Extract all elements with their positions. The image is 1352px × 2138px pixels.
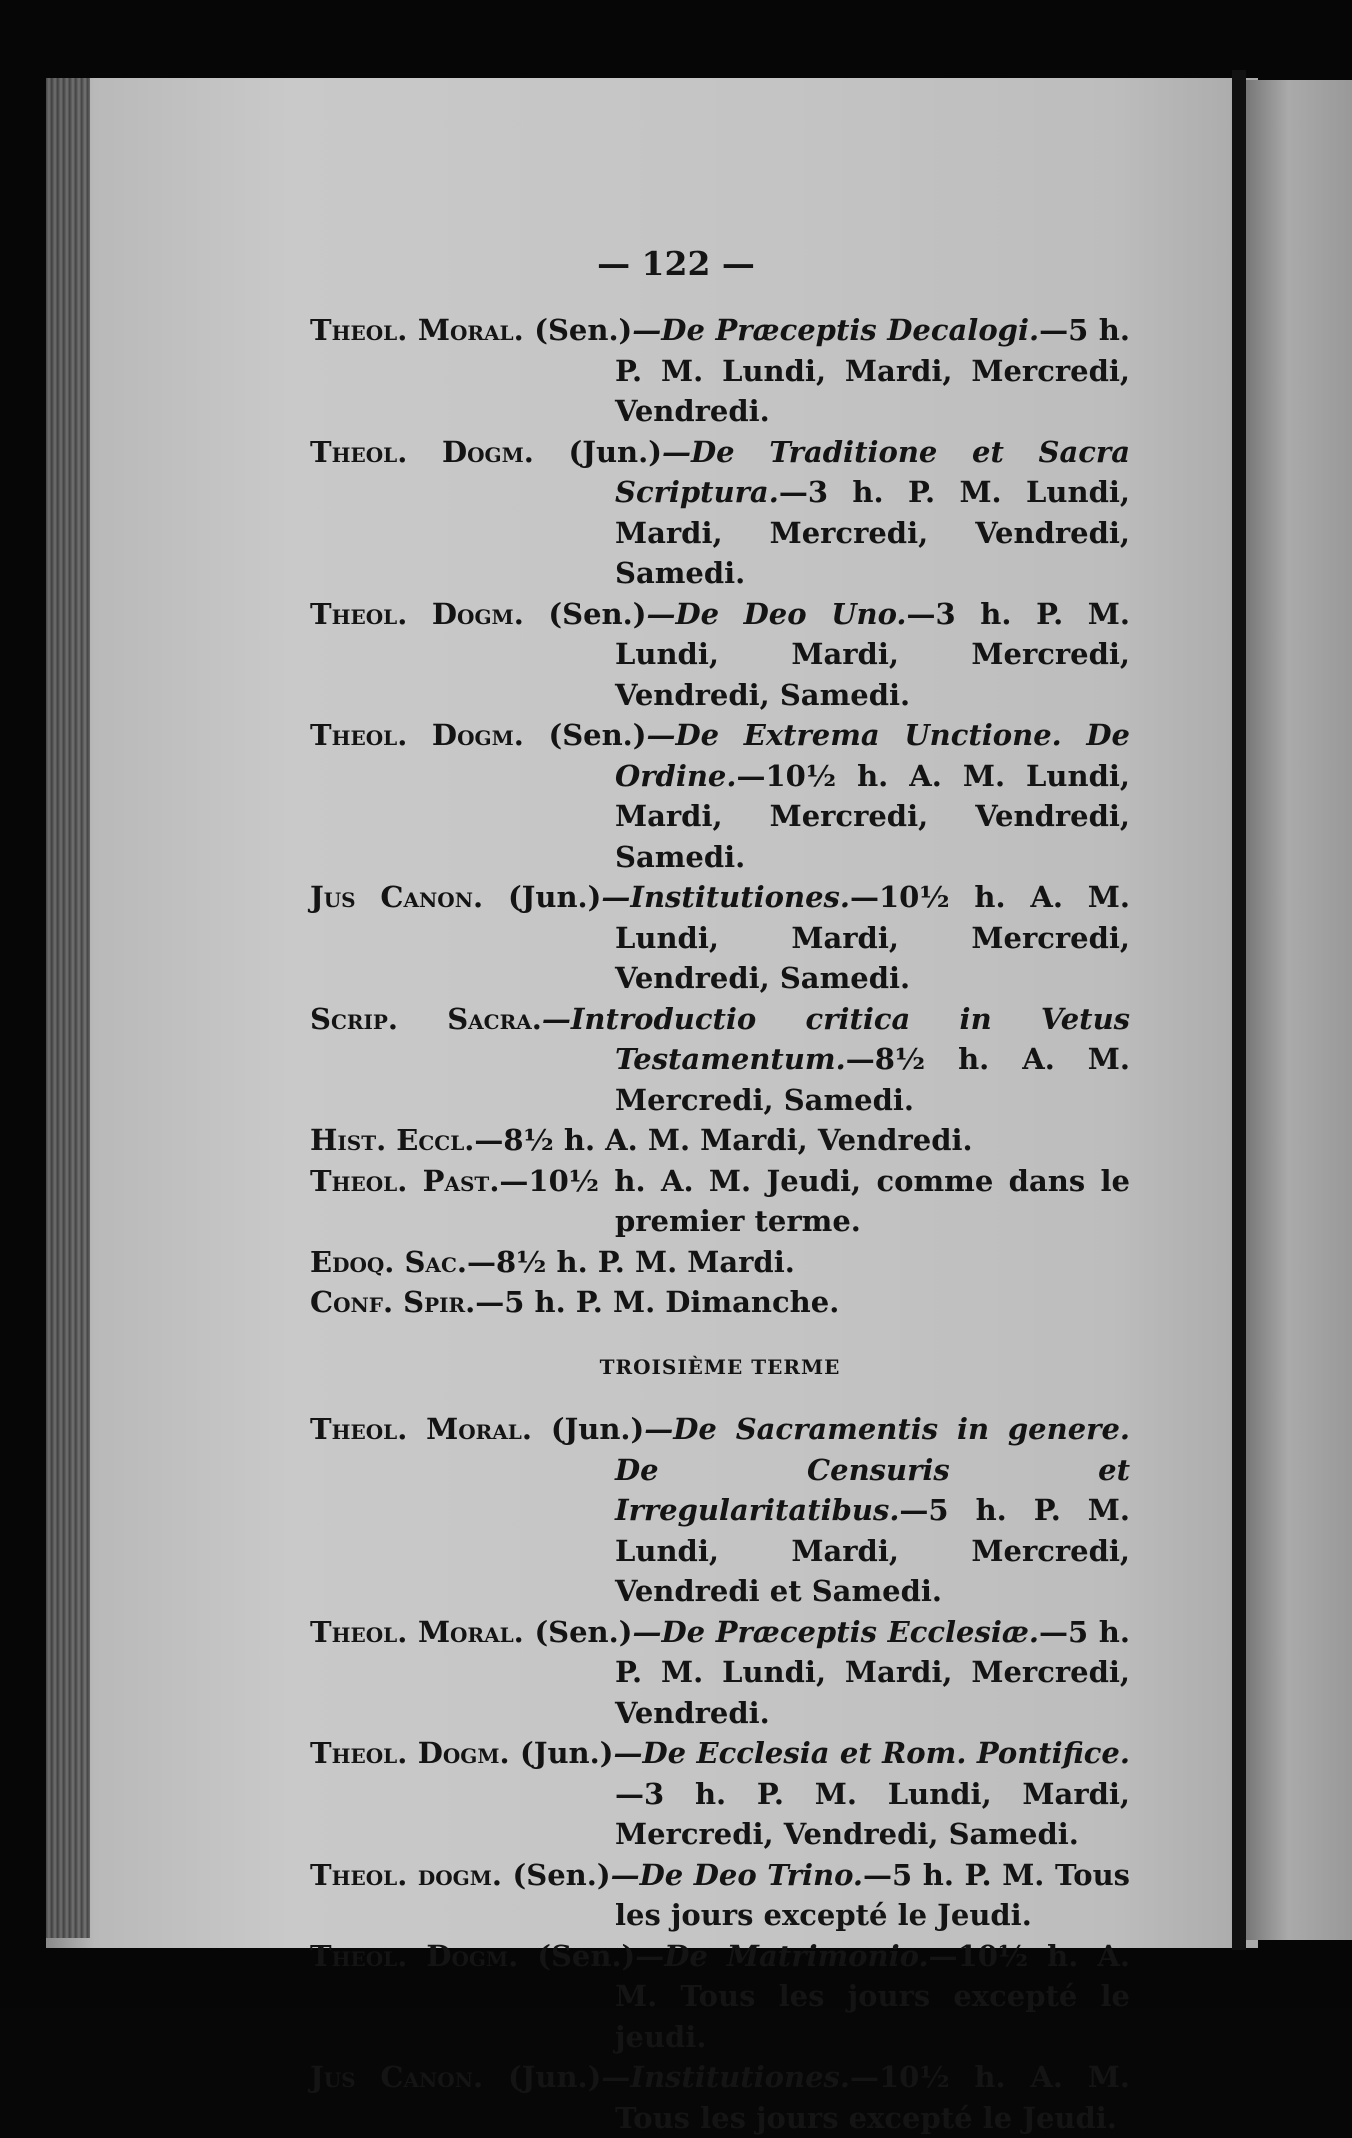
course-subject: Hist. Eccl. [310, 1123, 475, 1157]
course-subject: Edoq. Sac. [310, 1244, 467, 1279]
course-class: (Sen.) [512, 1857, 611, 1892]
course-schedule: —5 h. P. M. Lundi, Mardi, Mercredi, Vendredi. [615, 1614, 1130, 1730]
course-subject: Conf. Spir. [310, 1285, 476, 1319]
course-entry [310, 1409, 1130, 1612]
course-work: —Institutiones. [601, 880, 850, 914]
course-schedule: —8½ h. A. M. Mardi, Vendredi. [474, 1123, 973, 1157]
book-gutter [1232, 70, 1246, 1950]
course-entry [310, 1612, 1130, 1734]
third-term-entries [310, 1409, 1130, 2138]
schedule-text [310, 310, 1130, 2138]
course-schedule: —10½ h. A. M. Tous les jours excepté le jeudi. [615, 1938, 1130, 2054]
course-entry [310, 2057, 1130, 2138]
course-schedule: —3 h. P. M. Lundi, Mardi, Mercredi, Vendredi, Samedi. [615, 596, 1130, 712]
course-entry [310, 432, 1130, 594]
course-entry [310, 1282, 1130, 1323]
page-number: — 122 — [597, 244, 755, 283]
course-class: (Sen.) [548, 596, 647, 631]
course-subject: Theol. Dogm. [310, 718, 524, 752]
page-edges [46, 78, 90, 1938]
course-schedule: —5 h. P. M. Lundi, Mardi, Mercredi, Vendredi et Samedi. [615, 1493, 1130, 1608]
course-entry [310, 1120, 1130, 1161]
course-schedule: —3 h. P. M. Lundi, Mardi, Mercredi, Vendredi, Samedi. [615, 475, 1130, 590]
course-subject: Theol. dogm. [310, 1857, 502, 1892]
course-schedule: —8½ h. A. M. Mercredi, Samedi. [615, 1042, 1130, 1117]
course-work: —Institutiones. [601, 2060, 850, 2094]
course-subject: Theol. Dogm. [310, 434, 534, 469]
course-subject: Jus Canon. [310, 2060, 484, 2094]
course-work: —De Extrema Unctione. De Ordine. [615, 718, 1130, 793]
course-subject: Theol. Moral. [310, 313, 524, 347]
course-entry [310, 1855, 1130, 1936]
adjacent-page-edge [1246, 80, 1352, 1940]
course-subject: Theol. Dogm. [310, 596, 524, 631]
course-class: (Jun.) [507, 880, 602, 914]
course-entry [310, 877, 1130, 999]
course-work: —De Deo Trino. [610, 1857, 864, 1892]
course-subject: Theol. Moral. [310, 1412, 532, 1446]
course-work: —De Matrimonio. [635, 1938, 929, 1973]
course-subject: Scrip. Sacra. [310, 1001, 542, 1036]
course-schedule: —10½ h. A. M. Tous les jours excepté le Jeudi. [615, 2060, 1130, 2135]
course-entry [310, 594, 1130, 716]
course-schedule: —10½ h. A. M. Lundi, Mardi, Mercredi, Vendredi, Samedi. [615, 880, 1130, 995]
second-term-entries [310, 310, 1130, 1323]
course-subject: Theol. Dogm. [310, 1938, 519, 1973]
course-class: (Jun.) [520, 1736, 614, 1770]
course-work: —De Traditione et Sacra Scriptura. [615, 434, 1130, 509]
course-subject: Theol. Dogm. [310, 1736, 510, 1770]
course-schedule: —8½ h. P. M. Mardi. [466, 1244, 795, 1279]
course-entry [310, 715, 1130, 877]
course-schedule: —10½ h. A. M. Lundi, Mardi, Mercredi, Vendredi, Samedi. [615, 758, 1130, 874]
course-class: (Sen.) [548, 718, 647, 752]
course-schedule: —5 h. P. M. Lundi, Mardi, Mercredi, Vendredi. [615, 313, 1130, 428]
course-subject: Theol. Past. [310, 1163, 500, 1198]
course-class: (Jun.) [550, 1412, 645, 1446]
course-entry [310, 999, 1130, 1121]
course-work: —De Præceptis Decalogi. [632, 313, 1040, 347]
course-class: (Jun.) [568, 434, 662, 469]
course-entry [310, 1936, 1130, 2058]
course-schedule: —10½ h. A. M. Jeudi, comme dans le premier terme. [499, 1163, 1130, 1238]
course-schedule: —5 h. P. M. Dimanche. [475, 1285, 840, 1319]
course-work: —De Ecclesia et Rom. Pontifice. [613, 1736, 1130, 1770]
course-subject: Jus Canon. [310, 880, 484, 914]
course-class: (Sen.) [534, 313, 633, 347]
course-schedule: —5 h. P. M. Tous les jours excepté le Jeudi. [615, 1857, 1130, 1932]
course-class: (Jun.) [507, 2060, 602, 2094]
course-subject: Theol. Moral. [310, 1614, 524, 1649]
course-entry [310, 310, 1130, 432]
course-class: (Sen.) [534, 1614, 633, 1649]
course-class: (Sen.) [537, 1938, 636, 1973]
course-work: —De Deo Uno. [646, 596, 907, 631]
course-work: —De Præceptis Ecclesiæ. [632, 1614, 1039, 1649]
course-work: —De Sacramentis in genere. De Censuris et Irregularitatibus. [615, 1412, 1130, 1527]
course-entry [310, 1242, 1130, 1283]
course-entry [310, 1161, 1130, 1242]
course-work: —Introductio critica in Vetus Testamentum. [541, 1001, 1130, 1076]
course-entry [310, 1733, 1130, 1855]
course-schedule: —3 h. P. M. Lundi, Mardi, Mercredi, Vendredi, Samedi. [615, 1776, 1130, 1851]
section-heading: TROISIÈME TERME [599, 1354, 841, 1379]
